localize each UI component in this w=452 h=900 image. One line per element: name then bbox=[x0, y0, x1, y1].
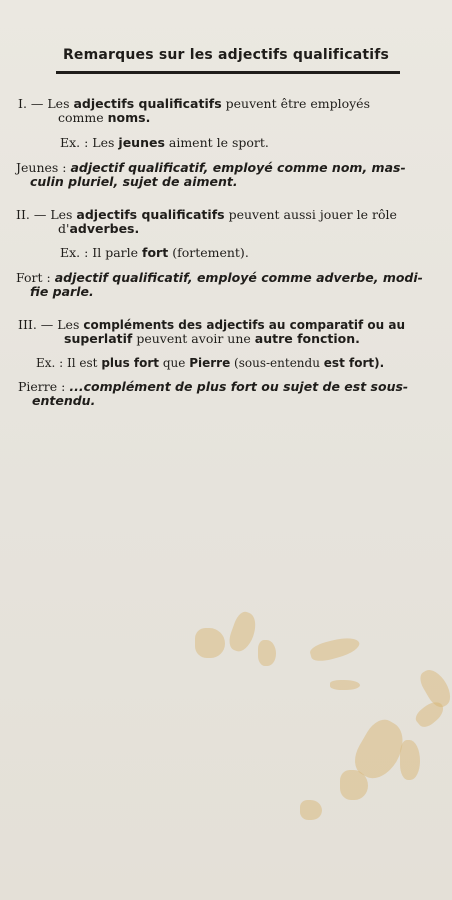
section-3-bold-c: autre fonction. bbox=[254, 331, 360, 346]
section-3-number: III. — bbox=[18, 317, 54, 332]
section-2-text-a: Les bbox=[50, 207, 73, 222]
section-3-example-mid: que bbox=[162, 356, 186, 370]
section-2-example-label: Ex. : Il parle bbox=[60, 245, 139, 260]
section-3-bold-b: superlatif bbox=[64, 331, 133, 346]
section-3-rule bbox=[18, 318, 448, 346]
section-1-note-line1: adjectif qualificatif, employé comme nom, mas- bbox=[70, 160, 406, 175]
section-1-bold-a: adjectifs qualificatifs bbox=[73, 96, 222, 111]
section-3-note-line2: entendu. bbox=[32, 393, 96, 408]
section-3-example-bold2: Pierre bbox=[189, 356, 231, 370]
section-3-note bbox=[18, 380, 448, 408]
section-2-note bbox=[16, 271, 446, 299]
section-3-bold-a: compléments des adjectifs au comparatif ou au bbox=[83, 318, 406, 332]
section-1-example-rest: aiment le sport. bbox=[168, 135, 269, 150]
title-underline bbox=[56, 71, 400, 74]
section-3-example-label: Ex. : Il est bbox=[36, 356, 98, 370]
page-title: Remarques sur les adjectifs qualificatifs bbox=[62, 47, 390, 63]
water-stain bbox=[309, 634, 362, 664]
section-3-example-mid2: (sous-entendu bbox=[234, 356, 320, 370]
section-1-text-b: peuvent être employés bbox=[225, 96, 370, 111]
section-2-note-line2: fie parle. bbox=[30, 284, 94, 299]
section-1-note bbox=[16, 161, 446, 189]
water-stain bbox=[258, 640, 276, 666]
water-stain bbox=[195, 628, 225, 658]
section-2-example-bold: fort bbox=[142, 245, 169, 260]
section-1-example-bold: jeunes bbox=[118, 135, 165, 150]
section-1-text-a: Les bbox=[47, 96, 70, 111]
section-1-number: I. — bbox=[18, 96, 44, 111]
section-1-note-line2: culin pluriel, sujet de aiment. bbox=[30, 174, 238, 189]
section-2-bold-a: adjectifs qualificatifs bbox=[76, 207, 225, 222]
section-2-number: II. — bbox=[16, 207, 47, 222]
section-2-text-c: d' bbox=[58, 221, 70, 236]
section-3-example-bold3: est fort). bbox=[323, 356, 385, 370]
section-2-note-word: Fort : bbox=[16, 270, 51, 285]
section-3-example-bold1: plus fort bbox=[101, 356, 160, 370]
water-stain bbox=[226, 609, 260, 654]
section-2-example-rest: (fortement). bbox=[172, 245, 249, 260]
section-2-text-b: peuvent aussi jouer le rôle bbox=[228, 207, 397, 222]
section-3-example bbox=[36, 356, 384, 370]
section-1-bold-b: noms. bbox=[107, 110, 151, 125]
section-1-example bbox=[60, 136, 269, 150]
water-stain bbox=[340, 770, 368, 800]
section-2-note-line1: adjectif qualificatif, employé comme adverbe, modi- bbox=[54, 270, 423, 285]
section-1-note-word: Jeunes : bbox=[16, 160, 67, 175]
water-stain bbox=[300, 800, 322, 820]
section-3-note-line1: ...complément de plus fort ou sujet de est sous- bbox=[69, 379, 409, 394]
section-1-text-c: comme bbox=[58, 110, 104, 125]
section-3-text-a: Les bbox=[57, 317, 80, 332]
water-stain bbox=[400, 740, 420, 780]
section-2-example bbox=[60, 246, 249, 260]
water-stain bbox=[330, 680, 360, 690]
section-1-rule bbox=[18, 97, 448, 125]
section-1-example-label: Ex. : Les bbox=[60, 135, 115, 150]
section-3-text-b: peuvent avoir une bbox=[136, 331, 251, 346]
section-2-bold-b: adverbes. bbox=[69, 221, 140, 236]
section-2-rule bbox=[16, 208, 446, 236]
section-3-note-word: Pierre : bbox=[18, 379, 66, 394]
